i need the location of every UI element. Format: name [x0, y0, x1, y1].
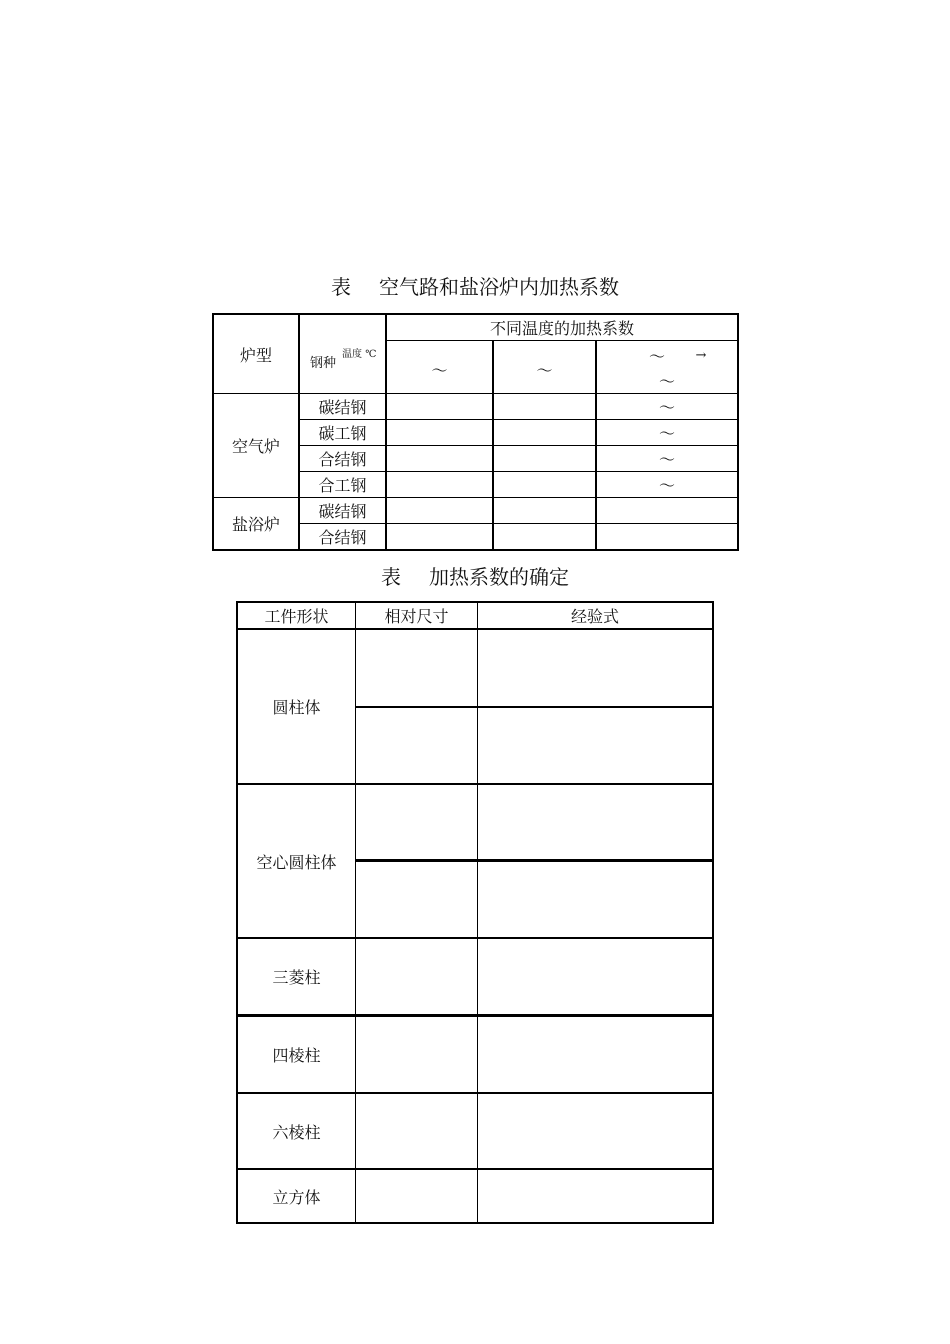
shape-cylinder: 圆柱体 [272, 698, 321, 717]
steel-row: 碳工钢 [318, 424, 367, 443]
row-tilde: ～ [658, 424, 675, 443]
shape-hollow-cylinder: 空心圆柱体 [256, 852, 337, 872]
shape-square-prism: 四棱柱 [272, 1046, 321, 1065]
table2-title-prefix: 表 [381, 565, 401, 589]
row-tilde: ～ [658, 450, 675, 469]
shape-hexagonal-prism: 六棱柱 [272, 1122, 321, 1142]
row-tilde: ～ [658, 398, 675, 417]
table2-title [0, 561, 950, 590]
arrow-icon: → [695, 347, 707, 363]
furnace-salt-bath: 盐浴炉 [231, 515, 280, 534]
shape-cube: 立方体 [272, 1187, 321, 1207]
header-relative-size: 相对尺寸 [384, 607, 449, 626]
table1-title [0, 271, 950, 300]
header-empirical-formula: 经验式 [570, 607, 619, 626]
table2-title-text: 加热系数的确定 [429, 565, 569, 589]
steel-row: 碳结钢 [318, 502, 367, 521]
header-steel: 钢种 [310, 355, 337, 371]
steel-row: 碳结钢 [318, 398, 367, 417]
steel-row: 合工钢 [318, 476, 367, 495]
table1-title-text: 空气路和盐浴炉内加热系数 [379, 275, 619, 299]
steel-row: 合结钢 [318, 528, 367, 547]
header-furnace-type: 炉型 [239, 345, 272, 365]
header-shape: 工件形状 [264, 607, 329, 626]
furnace-air: 空气炉 [231, 437, 280, 456]
temp-range-3-tilde-b: ～ [658, 371, 675, 391]
steel-row: 合结钢 [318, 450, 367, 469]
header-steel-temp [300, 315, 385, 393]
temp-range-1: ～ [431, 360, 448, 380]
shape-triangular-prism: 三菱柱 [272, 968, 321, 987]
table1-title-prefix: 表 [331, 275, 351, 299]
row-tilde: ～ [658, 476, 675, 495]
temp-range-2: ～ [536, 360, 553, 380]
header-heating-coefficients: 不同温度的加热系数 [489, 319, 634, 338]
header-temp: 温度 ℃ [342, 348, 377, 360]
temp-range-3-tilde-a: ～ [648, 346, 665, 366]
